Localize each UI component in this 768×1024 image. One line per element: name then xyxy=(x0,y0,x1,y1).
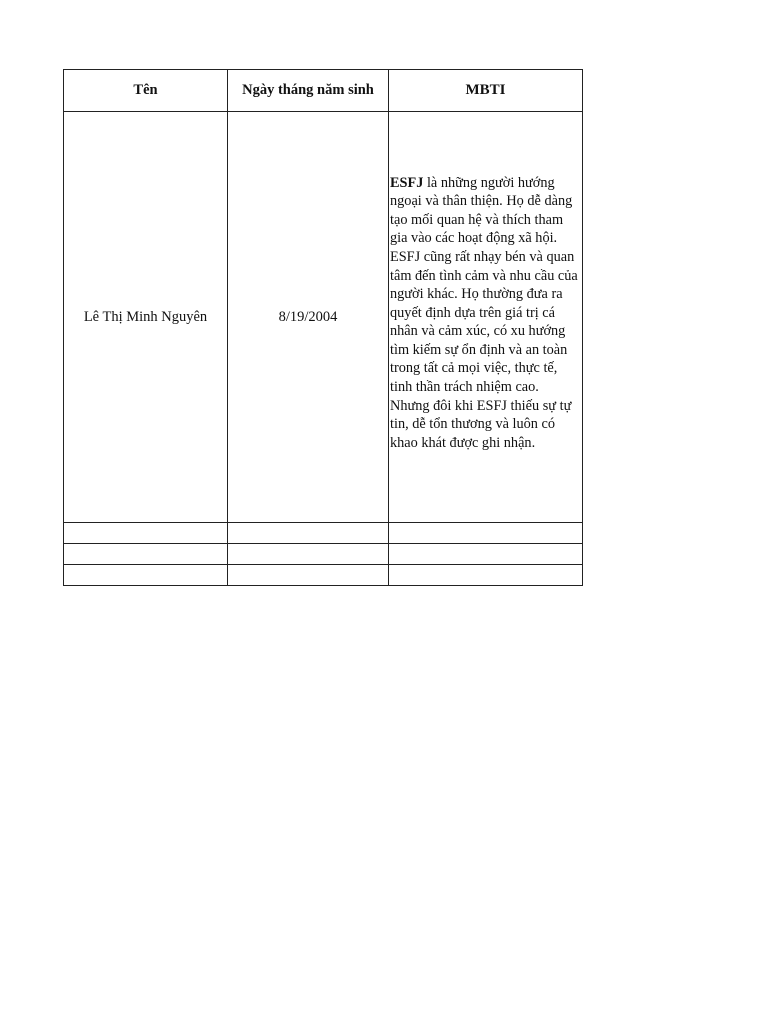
mbti-description xyxy=(390,174,578,453)
mbti-description-text: là những người hướng ngoại và thân thiện. Họ dễ dàng tạo mối quan hệ và thích tham gia vào các hoạt động xã hội. ESFJ cũng rất nhạy bén và quan tâm đến tình cảm và nhu cầu của người khác. Họ thường đưa ra quyết định dựa trên giá trị cá nhân và cảm xúc, có xu hướng tìm kiếm sự ổn định và an toàn trong tất cả mọi việc, thực tế, tinh thần trách nhiệm cao. Nhưng đôi khi ESFJ thiếu sự tự tin, dễ tổn thương và luôn có khao khát được ghi nhận. xyxy=(390,174,578,451)
empty-cell xyxy=(64,565,228,586)
mbti-table xyxy=(63,69,583,586)
empty-cell xyxy=(228,565,389,586)
cell-name: Lê Thị Minh Nguyên xyxy=(64,112,228,523)
empty-cell xyxy=(389,544,583,565)
empty-row xyxy=(64,565,583,586)
empty-cell xyxy=(228,544,389,565)
table-row xyxy=(64,112,583,523)
cell-birthdate: 8/19/2004 xyxy=(228,112,389,523)
empty-row xyxy=(64,544,583,565)
header-birthdate: Ngày tháng năm sinh xyxy=(228,70,389,112)
header-mbti: MBTI xyxy=(389,70,583,112)
mbti-type: ESFJ xyxy=(390,174,424,191)
empty-cell xyxy=(64,544,228,565)
header-name: Tên xyxy=(64,70,228,112)
empty-row xyxy=(64,523,583,544)
table-header-row xyxy=(64,70,583,112)
empty-cell xyxy=(228,523,389,544)
empty-cell xyxy=(389,565,583,586)
cell-mbti xyxy=(389,112,583,523)
empty-cell xyxy=(389,523,583,544)
empty-cell xyxy=(64,523,228,544)
